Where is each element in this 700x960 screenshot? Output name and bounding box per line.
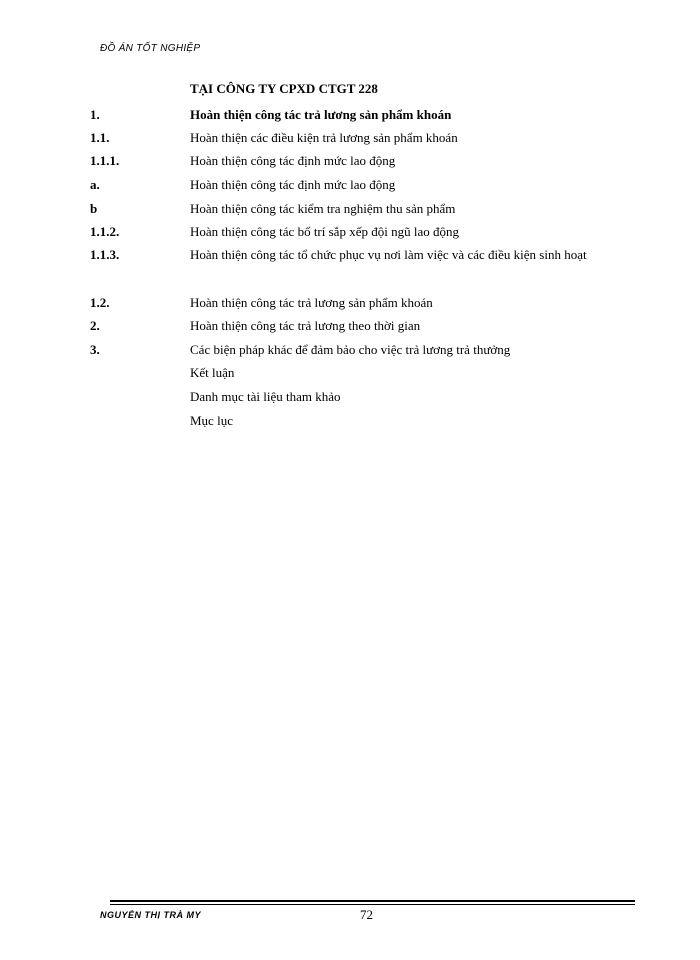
- page-number: 72: [360, 907, 373, 922]
- toc-entry-number: 1.1.3.: [90, 247, 120, 262]
- toc-entry-text: Hoàn thiện công tác định mức lao động: [190, 177, 396, 192]
- footer-divider: [110, 900, 635, 902]
- page-header: ĐỒ ÁN TỐT NGHIỆP: [100, 43, 201, 54]
- toc-entry-number: a.: [90, 177, 100, 192]
- toc-entry-text: Kết luận: [190, 365, 235, 380]
- toc-entry-number: 1.1.1.: [90, 153, 120, 168]
- toc-entry-number: 1.1.: [90, 130, 110, 145]
- toc-entry-number: 1.: [90, 107, 100, 122]
- footer-author: NGUYỄN THỊ TRÀ MY: [100, 910, 202, 919]
- toc-entry-text: Hoàn thiện công tác bố trí sắp xếp đội ngũ lao động: [190, 224, 459, 239]
- toc-entry-text: Hoàn thiện công tác trả lương sản phẩm khoán: [190, 295, 433, 310]
- toc-entry-number: 2.: [90, 318, 100, 333]
- toc-entry-number: 1.1.2.: [90, 224, 120, 239]
- toc-entry-number: 1.2.: [90, 295, 110, 310]
- toc-entry-text: Hoàn thiện công tác định mức lao động: [190, 153, 396, 168]
- toc-entry-text: Mục lục: [190, 413, 233, 428]
- toc-entry-text: Hoàn thiện công tác trả lương theo thời gian: [190, 318, 421, 333]
- toc-entry-text: Hoàn thiện công tác tổ chức phục vụ nơi làm việc và các điều kiện sinh hoạt: [190, 247, 587, 262]
- toc-entry-text: Hoàn thiện công tác trả lương sản phẩm khoán: [190, 107, 452, 122]
- toc-entry-text: Hoàn thiện công tác kiểm tra nghiệm thu sản phẩm: [190, 201, 456, 216]
- toc-entry-text: Các biện pháp khác để đảm bảo cho việc trả lương trả thưởng: [190, 342, 511, 357]
- toc-title: TẠI CÔNG TY CPXD CTGT 228: [190, 81, 378, 96]
- toc-entry-text: Hoàn thiện các điều kiện trả lương sản phẩm khoán: [190, 130, 458, 145]
- toc-entry-text: Danh mục tài liệu tham khảo: [190, 389, 341, 404]
- toc-entry-number: 3.: [90, 342, 100, 357]
- footer-divider: [110, 904, 635, 905]
- toc-entry-number: b: [90, 201, 98, 216]
